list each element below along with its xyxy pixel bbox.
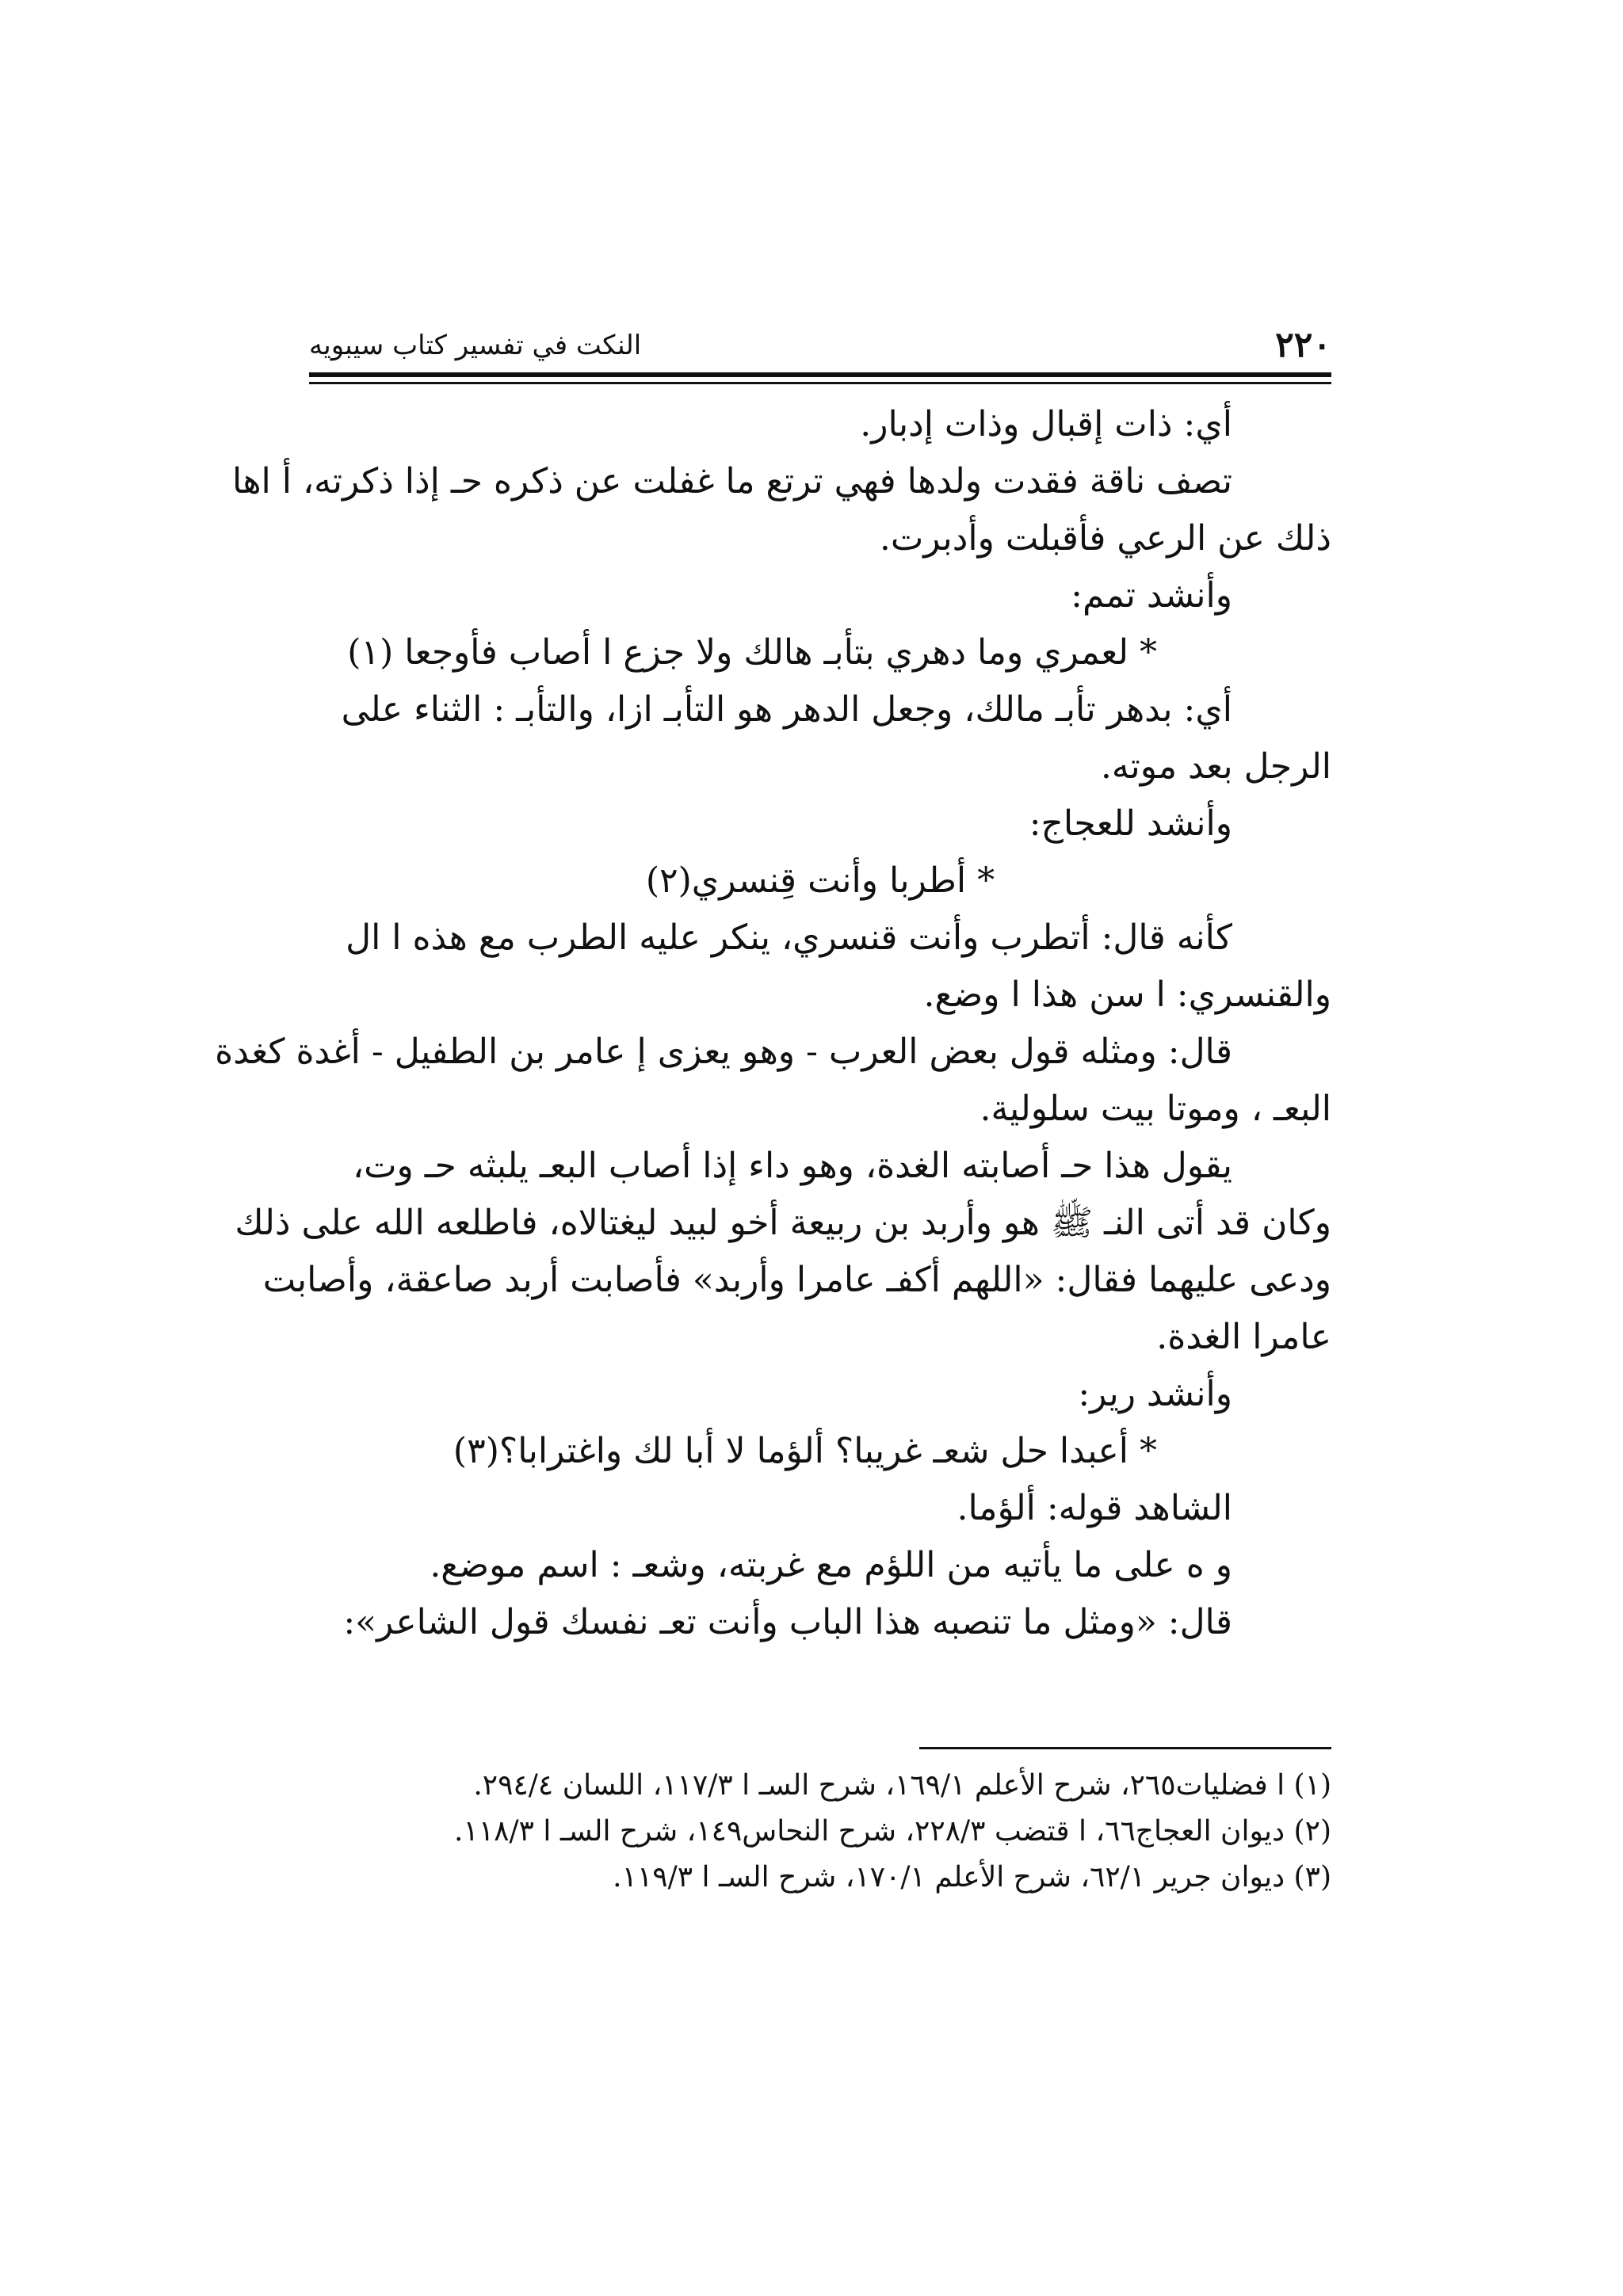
text-line: عامرا الغدة. [1156,1317,1331,1357]
text-line: تصف ناقة فقدت ولدها فهي ترتع ما غفلت عن ذكره حـ إذا ذكرته، أ اها [231,461,1232,502]
text-line: الرجل بعد موته. [1100,746,1331,787]
text-line: وأنشد تمم: [1071,575,1232,616]
verse-line: * أطربا وأنت قِنسري(٢) [645,860,995,901]
text-line: أي: ذات إقبال وذات إدبار. [860,404,1232,444]
footnote: (٢) ديوان العجاج٦٦، ا قتضب ٢٢٨/٣، شرح النحاس١٤٩، شرح السـ ا ١١٨/٣. [454,1815,1331,1848]
text-line: وكان قد أتى النـ ﷺ هو وأربد بن ربيعة أخو لبيد ليغتالاه، فاطلعه الله على ذلك [235,1203,1331,1243]
verse-line: * لعمري وما دهري بتأبـ هالك ولا جزع ا أصاب فأوجعا (١) [347,632,1157,673]
text-line: أي: بدهر تأبـ مالك، وجعل الدهر هو التأبـ ازا، والتأبـ : الثناء على [341,689,1232,730]
verse-line: * أعبدا حل شعـ غريبا؟ ألؤما لا أبا لك واغترابا؟(٣) [453,1431,1157,1471]
text-line: الشاهد قوله: ألؤما. [957,1488,1232,1528]
header-rule-thin [309,382,1331,384]
text-line: قال: «ومثل ما تنصبه هذا الباب وأنت تعـ نفسك قول الشاعر»: [343,1602,1232,1642]
footnote-rule [919,1747,1331,1749]
footnote: (١) ا فضليات٢٦٥، شرح الأعلم ١٦٩/١، شرح السـ ا ١١٧/٣، اللسان ٢٩٤/٤. [473,1769,1331,1802]
running-title: النكت في تفسير كتاب سيبويه [309,330,642,361]
main-text [215,396,1331,1651]
text-line: يقول هذا حـ أصابته الغدة، وهو داء إذا أصاب البعـ يلبثه حـ وت، [352,1146,1232,1186]
header-rule [309,372,1331,377]
page-number: ٢٢٠ [1275,325,1331,365]
text-line: وأنشد للعجاج: [1029,803,1232,844]
text-line: والقنسري: ا سن هذا ا وضع. [923,974,1331,1015]
text-line: ودعى عليهما فقال: «اللهم أكفـ عامرا وأربد» فأصابت أربد صاعقة، وأصابت [262,1260,1331,1300]
text-line: و ه على ما يأتيه من اللؤم مع غربته، وشعـ : اسم موضع. [430,1545,1232,1585]
text-line: قال: ومثله قول بعض العرب - وهو يعزى إ عامر بن الطفيل - أغدة كغدة [215,1032,1232,1072]
footnote: (٣) ديوان جرير ٦٢/١، شرح الأعلم ١٧٠/١، شرح السـ ا ١١٩/٣. [613,1861,1331,1894]
text-line: البعـ ، وموتا بيت سلولية. [980,1089,1331,1129]
footnotes [309,1763,1331,1901]
text-line: وأنشد رير: [1078,1374,1232,1414]
text-line: كأنه قال: أتطرب وأنت قنسري، ينكر عليه الطرب مع هذه ا ال [346,917,1232,958]
text-line: ذلك عن الرعي فأقبلت وأدبرت. [879,518,1331,559]
